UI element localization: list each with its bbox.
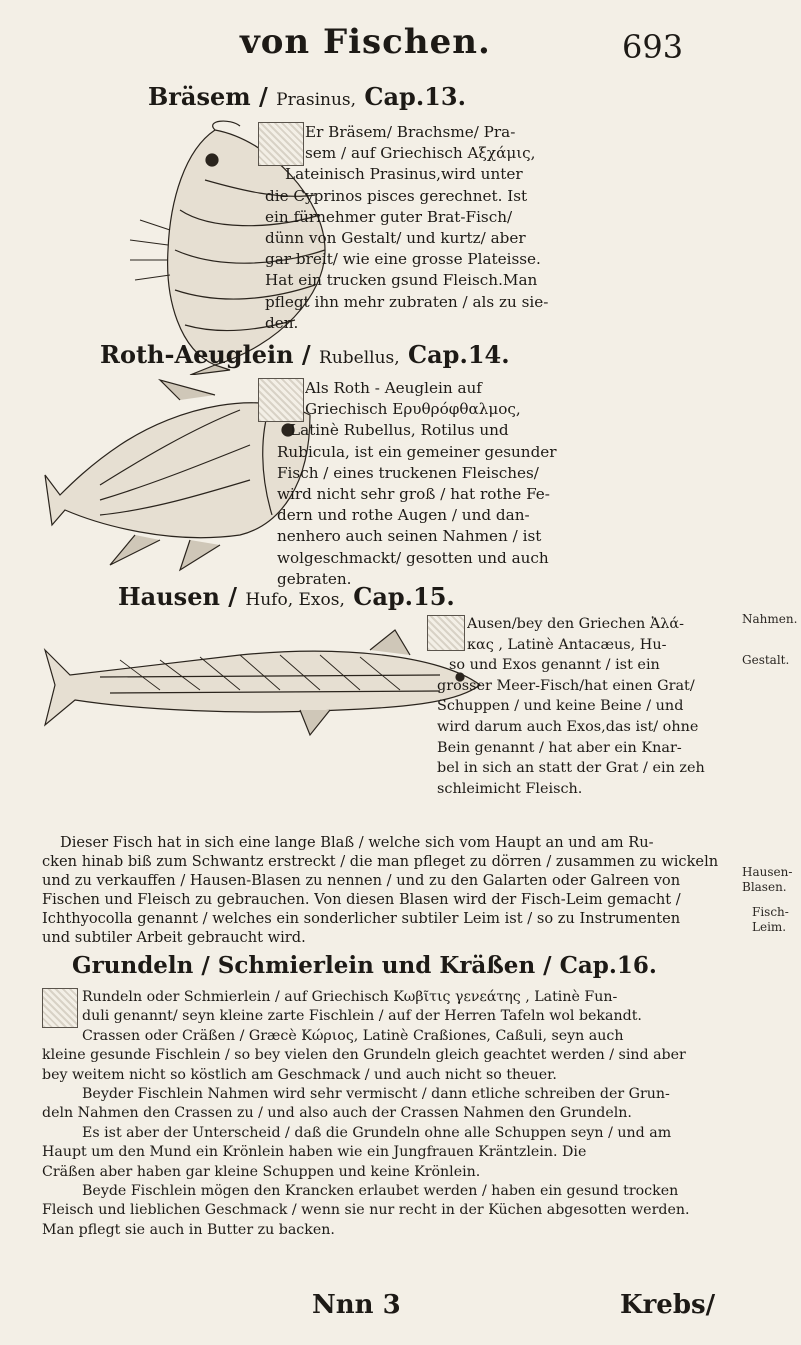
text-line: so und Exos genannt / ist ein (449, 657, 660, 674)
decorated-initial-box (258, 378, 304, 422)
signature-mark: Nnn 3 (312, 1290, 401, 1320)
text-line: und subtiler Arbeit gebraucht wird. (42, 929, 306, 946)
chapter-heading-grundeln (72, 952, 657, 979)
text-line: Crassen oder Cräßen / Græcè Κώριος, Latinè Craßiones, Caßuli, seyn auch (82, 1027, 624, 1044)
text-line: und zu verkauffen / Hausen-Blasen zu nennen / und zu den Galarten oder Galreen von (42, 872, 681, 889)
text-line: schleimicht Fleisch. (437, 780, 583, 797)
text-line: Dieser Fisch hat in sich eine lange Blaß / welche sich vom Haupt an und am Ru- (60, 834, 654, 851)
text-line: gebraten. (277, 569, 352, 588)
text-line: die Cyprinos pisces gerechnet. Ist (265, 186, 528, 205)
running-title: von Fischen. (240, 22, 491, 62)
heading-title: Grundeln / Schmierlein und Kräßen / (72, 952, 552, 979)
heading-latin: Prasinus, (276, 90, 357, 110)
section-hausen-blasen-text (42, 833, 732, 947)
text-line: wird darum auch Exos,das ist/ ohne (437, 718, 699, 735)
margin-note: Fisch- (752, 905, 789, 919)
text-line: bel in sich an statt der Grat / ein zeh (437, 760, 705, 777)
text-line: ein fürnehmer guter Brat-Fisch/ (265, 207, 513, 226)
text-line: Ichthyocolla genannt / welches ein sonderlicher subtiler Leim ist / so zu Instrumenten (42, 910, 681, 927)
heading-latin: Rubellus, (319, 348, 400, 368)
text-line: Hat ein trucken gsund Fleisch.Man (265, 271, 538, 290)
text-line: Schuppen / und keine Beine / und (437, 698, 684, 715)
text-line: deln Nahmen den Crassen zu / und also auch der Crassen Nahmen den Grundeln. (42, 1105, 632, 1122)
text-line: den. (265, 313, 299, 332)
decorated-initial-box (258, 122, 304, 166)
section-hausen-text (437, 614, 732, 799)
section-grundeln-text (42, 988, 777, 1240)
text-line: dünn von Gestalt/ und kurtz/ aber (265, 229, 526, 248)
heading-chapter: Cap.13. (364, 82, 466, 111)
text-line: Cräßen aber haben gar kleine Schuppen und keine Krönlein. (42, 1163, 481, 1180)
text-line: Fisch / eines truckenen Fleisches/ (277, 463, 539, 482)
margin-note: Blasen. (742, 880, 787, 894)
text-line: Rubicula, ist ein gemeiner gesunder (277, 442, 557, 461)
text-line: nenhero auch seinen Nahmen / ist (277, 527, 542, 546)
text-line: pflegt ihn mehr zubraten / als zu sie- (265, 292, 549, 311)
heading-title: Bräsem / (148, 82, 268, 111)
decorated-initial-box (427, 615, 465, 651)
heading-latin: Hufo, Exos, (245, 590, 345, 610)
section-rothaeuglein-text (277, 378, 785, 590)
text-line: Fischen und Fleisch zu gebrauchen. Von diesen Blasen wird der Fisch-Leim gemacht / (42, 891, 681, 908)
text-line: Als Roth - Aeuglein auf (305, 379, 482, 397)
heading-chapter: Cap.16. (559, 952, 657, 979)
text-line: cken hinab biß zum Schwantz erstreckt / die man pfleget zu dörren / zusammen zu wickeln (42, 853, 719, 870)
text-line: Beyder Fischlein Nahmen wird sehr vermischt / dann etliche schreiben der Grun- (82, 1086, 670, 1103)
catchword: Krebs/ (620, 1290, 716, 1320)
text-line: gar breit/ wie eine grosse Plateisse. (265, 250, 541, 269)
running-head (0, 18, 801, 68)
text-line: sem / auf Griechisch Αξχάμις, (305, 144, 536, 163)
text-line: wird nicht sehr groß / hat rothe Fe- (277, 485, 550, 504)
text-line: bey weitem nicht so köstlich am Geschmack / und auch nicht so theuer. (42, 1066, 557, 1083)
margin-note: Nahmen. (742, 612, 798, 626)
section-brasem-text (265, 122, 785, 334)
margin-note: Hausen- (742, 865, 793, 879)
margin-note: Gestalt. (742, 653, 790, 667)
text-line: Beyde Fischlein mögen den Krancken erlaubet werden / haben ein gesund trocken (82, 1183, 679, 1200)
text-line: duli genannt/ seyn kleine zarte Fischlein / auf der Herren Tafeln wol bekandt. (82, 1008, 642, 1025)
text-line: Griechisch Ερυθρόφθαλμος, (305, 400, 521, 419)
chapter-heading-brasem (148, 82, 466, 111)
text-line: Latinè Rubellus, Rotilus und (290, 421, 509, 440)
page-number: 693 (622, 28, 684, 66)
heading-title: Hausen / (118, 582, 238, 611)
text-line: Rundeln oder Schmierlein / auf Griechisch Κωβῖτις γενεάτης , Latinè Fun- (82, 989, 618, 1005)
heading-title: Roth-Aeuglein / (100, 340, 311, 369)
chapter-heading-rothaeuglein (100, 340, 510, 369)
page-footer (0, 1290, 801, 1330)
chapter-heading-hausen (118, 582, 455, 611)
text-line: wolgeschmackt/ gesotten und auch (277, 548, 549, 567)
text-line: Er Bräsem/ Brachsme/ Pra- (305, 123, 516, 141)
text-line: Haupt um den Mund ein Krönlein haben wie ein Jungfrauen Kräntzlein. Die (42, 1144, 587, 1161)
text-line: Fleisch und lieblichen Geschmack / wenn sie nur recht in der Küchen abgesotten werden. (42, 1202, 690, 1219)
sturgeon-woodcut (40, 615, 490, 740)
heading-chapter: Cap.14. (408, 340, 510, 369)
text-line: Es ist aber der Unterscheid / daß die Grundeln ohne alle Schuppen seyn / und am (82, 1124, 672, 1141)
text-line: grosser Meer-Fisch/hat einen Grat/ (437, 677, 695, 694)
text-line: Lateinisch Prasinus,wird unter (285, 165, 523, 184)
text-line: dern und rothe Augen / und dan- (277, 506, 530, 525)
text-line: Man pflegt sie auch in Butter zu backen. (42, 1221, 335, 1238)
text-line: Bein genannt / hat aber ein Knar- (437, 739, 682, 756)
heading-chapter: Cap.15. (353, 582, 455, 611)
margin-note: Leim. (752, 920, 787, 934)
text-line: kleine gesunde Fischlein / so bey vielen den Grundeln gleich geachtet werden / sind aber (42, 1047, 686, 1064)
text-line: κας , Latinè Antacæus, Hu- (467, 636, 667, 653)
text-line: Ausen/bey den Griechen Ἀλά- (467, 616, 684, 632)
